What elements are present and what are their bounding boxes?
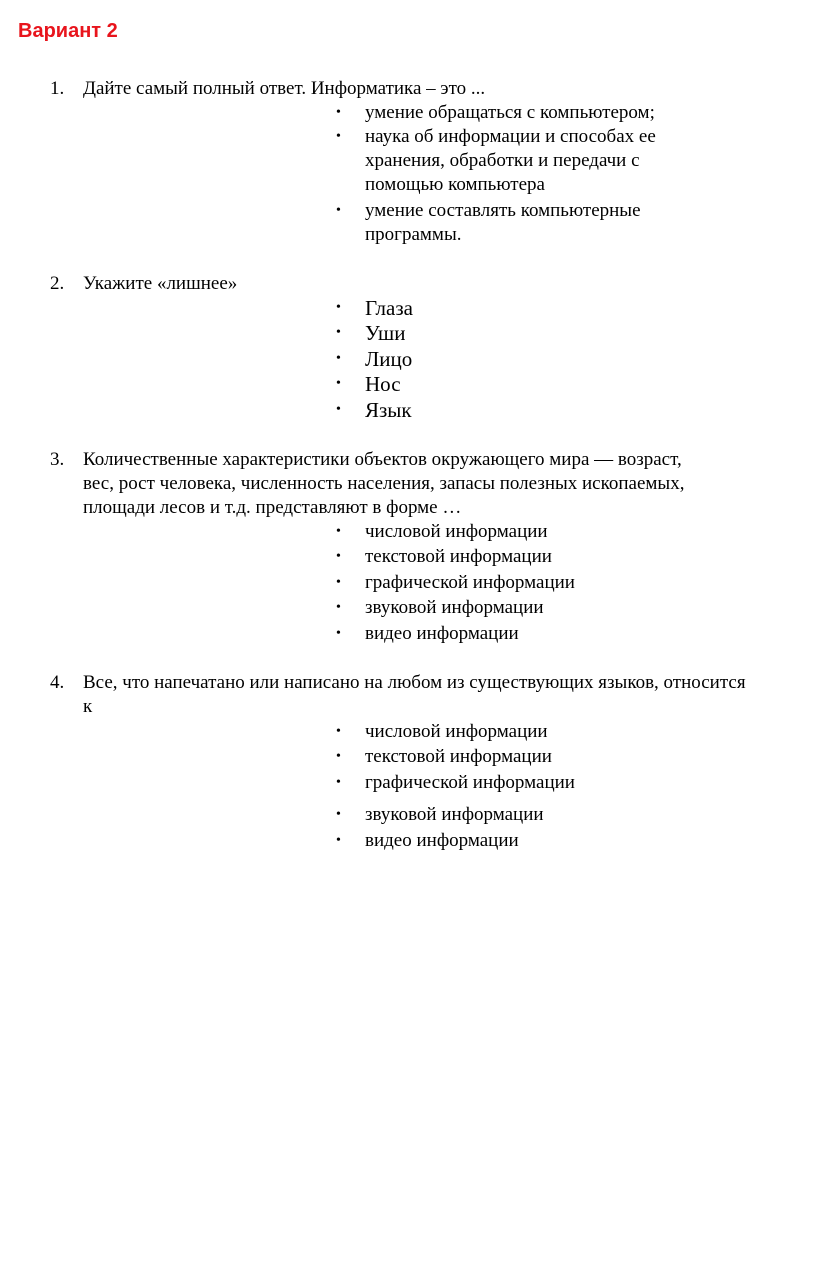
bullet-icon: • bbox=[336, 203, 341, 218]
bullet-icon: • bbox=[336, 351, 341, 366]
question-number: 4. bbox=[50, 672, 65, 693]
bullet-icon: • bbox=[336, 105, 341, 120]
bullet-icon: • bbox=[336, 524, 341, 539]
page-title: Вариант 2 bbox=[18, 20, 118, 42]
answer-option-text: числовой информации bbox=[365, 521, 548, 542]
answer-option-text: Нос bbox=[365, 372, 401, 396]
bullet-icon: • bbox=[336, 749, 341, 764]
bullet-icon: • bbox=[336, 300, 341, 315]
question-text: Укажите «лишнее» bbox=[83, 273, 238, 294]
question-number: 1. bbox=[50, 78, 65, 99]
bullet-icon: • bbox=[336, 724, 341, 739]
bullet-icon: • bbox=[336, 600, 341, 615]
answer-option-text: графической информации bbox=[365, 572, 575, 593]
answer-option-text: Язык bbox=[365, 398, 412, 422]
bullet-icon: • bbox=[336, 129, 341, 144]
bullet-icon: • bbox=[336, 807, 341, 822]
bullet-icon: • bbox=[336, 402, 341, 417]
question-number: 3. bbox=[50, 449, 65, 470]
answer-option-text: текстовой информации bbox=[365, 746, 552, 767]
answer-option-text: графической информации bbox=[365, 772, 575, 793]
bullet-icon: • bbox=[336, 575, 341, 590]
answer-option-text: умение обращаться с компьютером; bbox=[365, 102, 655, 123]
question-text: Все, что напечатано или написано на любом из существующих языков, относится к bbox=[83, 672, 746, 717]
question-text: Количественные характеристики объектов окружающего мира — возраст, вес, рост человека, численность населения, запасы полезных ископаемых, площади лесов и т.д. представляют в форме … bbox=[83, 449, 685, 518]
question-text: Дайте самый полный ответ. Информатика – это ... bbox=[83, 78, 486, 99]
answer-option-text: текстовой информации bbox=[365, 546, 552, 567]
bullet-icon: • bbox=[336, 549, 341, 564]
answer-option-text: наука об информации и способах ее хранения, обработки и передачи с помощью компьютера bbox=[365, 126, 656, 195]
answer-option-text: умение составлять компьютерные программы. bbox=[365, 200, 641, 245]
answer-option-text: Лицо bbox=[365, 347, 413, 371]
bullet-icon: • bbox=[336, 325, 341, 340]
bullet-icon: • bbox=[336, 833, 341, 848]
answer-option-text: звуковой информации bbox=[365, 597, 544, 618]
answer-option-text: видео информации bbox=[365, 623, 519, 644]
answer-option-text: Уши bbox=[365, 321, 406, 345]
question-number: 2. bbox=[50, 273, 65, 294]
bullet-icon: • bbox=[336, 775, 341, 790]
answer-option-text: Глаза bbox=[365, 296, 413, 320]
bullet-icon: • bbox=[336, 376, 341, 391]
bullet-icon: • bbox=[336, 626, 341, 641]
answer-option-text: числовой информации bbox=[365, 721, 548, 742]
answer-option-text: видео информации bbox=[365, 830, 519, 851]
answer-option-text: звуковой информации bbox=[365, 804, 544, 825]
